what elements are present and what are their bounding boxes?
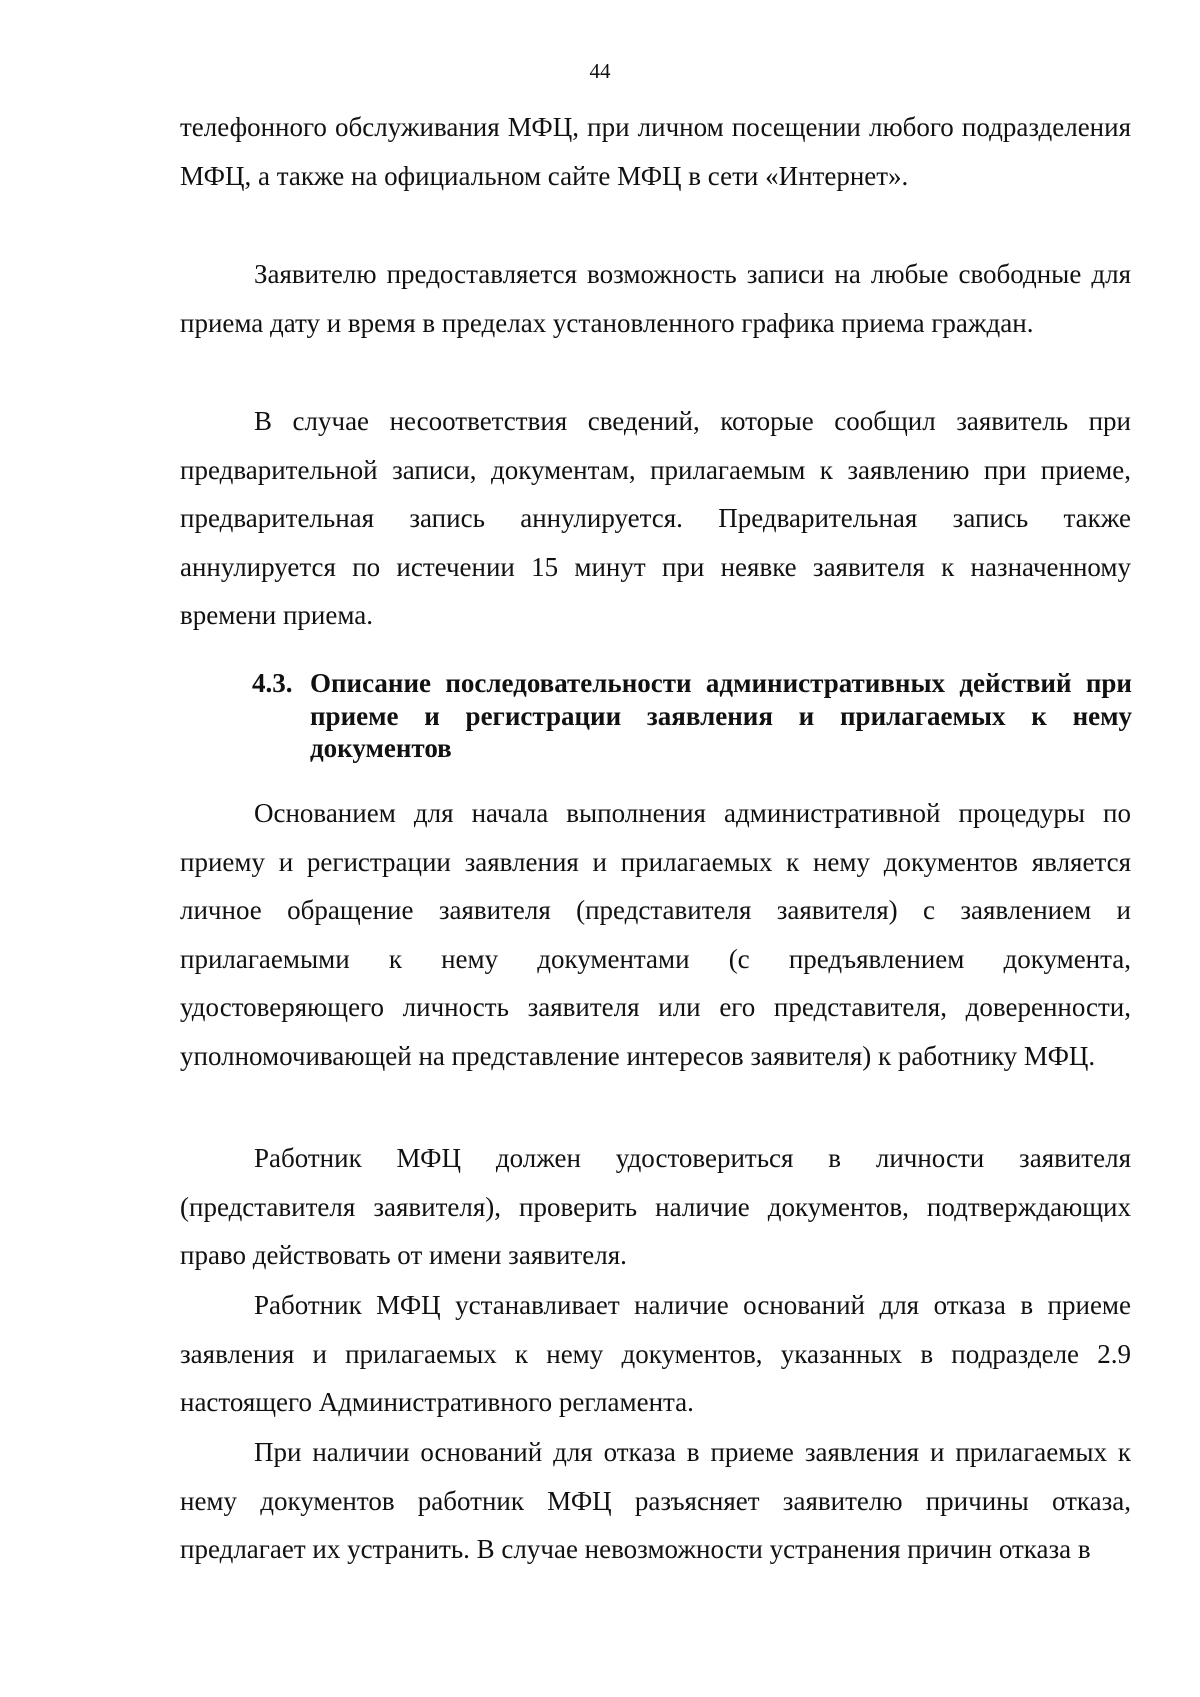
page-number: 44: [589, 59, 611, 83]
paragraph-refusal-explanation: При наличии оснований для отказа в приеме заявления и прилагаемых к нему документов работник МФЦ разъясняет заявителю причины отказа, предлагает их устранить. В случае невозможности устранения причин отказа в: [180, 1437, 1131, 1564]
paragraph-grounds: Основанием для начала выполнения административной процедуры по приему и регистрации заявления и прилагаемых к нему документов является личное обращение заявителя (представителя заявителя) с заявлением и прилагаемыми к нему документами (с предъявлением документа, удостоверяющего личность заявителя или его представителя, доверенности, уполномочивающей на представление интересов заявителя) к работнику МФЦ.: [180, 798, 1131, 1071]
section-heading: [252, 667, 1132, 765]
section-title: Описание последовательности административных действий при приеме и регистрации заявления и прилагаемых к нему документов: [310, 668, 1132, 763]
paragraph-refusal-grounds: Работник МФЦ устанавливает наличие оснований для отказа в приеме заявления и прилагаемых к нему документов, указанных в подразделе 2.9 настоящего Административного регламента.: [180, 1290, 1131, 1417]
paragraph-continuation: телефонного обслуживания МФЦ, при личном посещении любого подразделения МФЦ, а также на официальном сайте МФЦ в сети «Интернет».: [180, 112, 1131, 191]
paragraph-appointment-cancellation: В случае несоответствия сведений, которые сообщил заявитель при предварительной записи, документам, прилагаемым к заявлению при приеме, предварительная запись аннулируется. Предварительная запись также аннулируется по истечении 15 минут при неявке заявителя к назначенному времени приема.: [180, 406, 1131, 630]
section-number: 4.3.: [252, 668, 293, 698]
paragraph-identity-check: Работник МФЦ должен удостовериться в личности заявителя (представителя заявителя), проверить наличие документов, подтверждающих право действовать от имени заявителя.: [180, 1143, 1131, 1270]
paragraph-appointment-booking: Заявителю предоставляется возможность записи на любые свободные для приема дату и время в пределах установленного графика приема граждан.: [180, 259, 1131, 338]
